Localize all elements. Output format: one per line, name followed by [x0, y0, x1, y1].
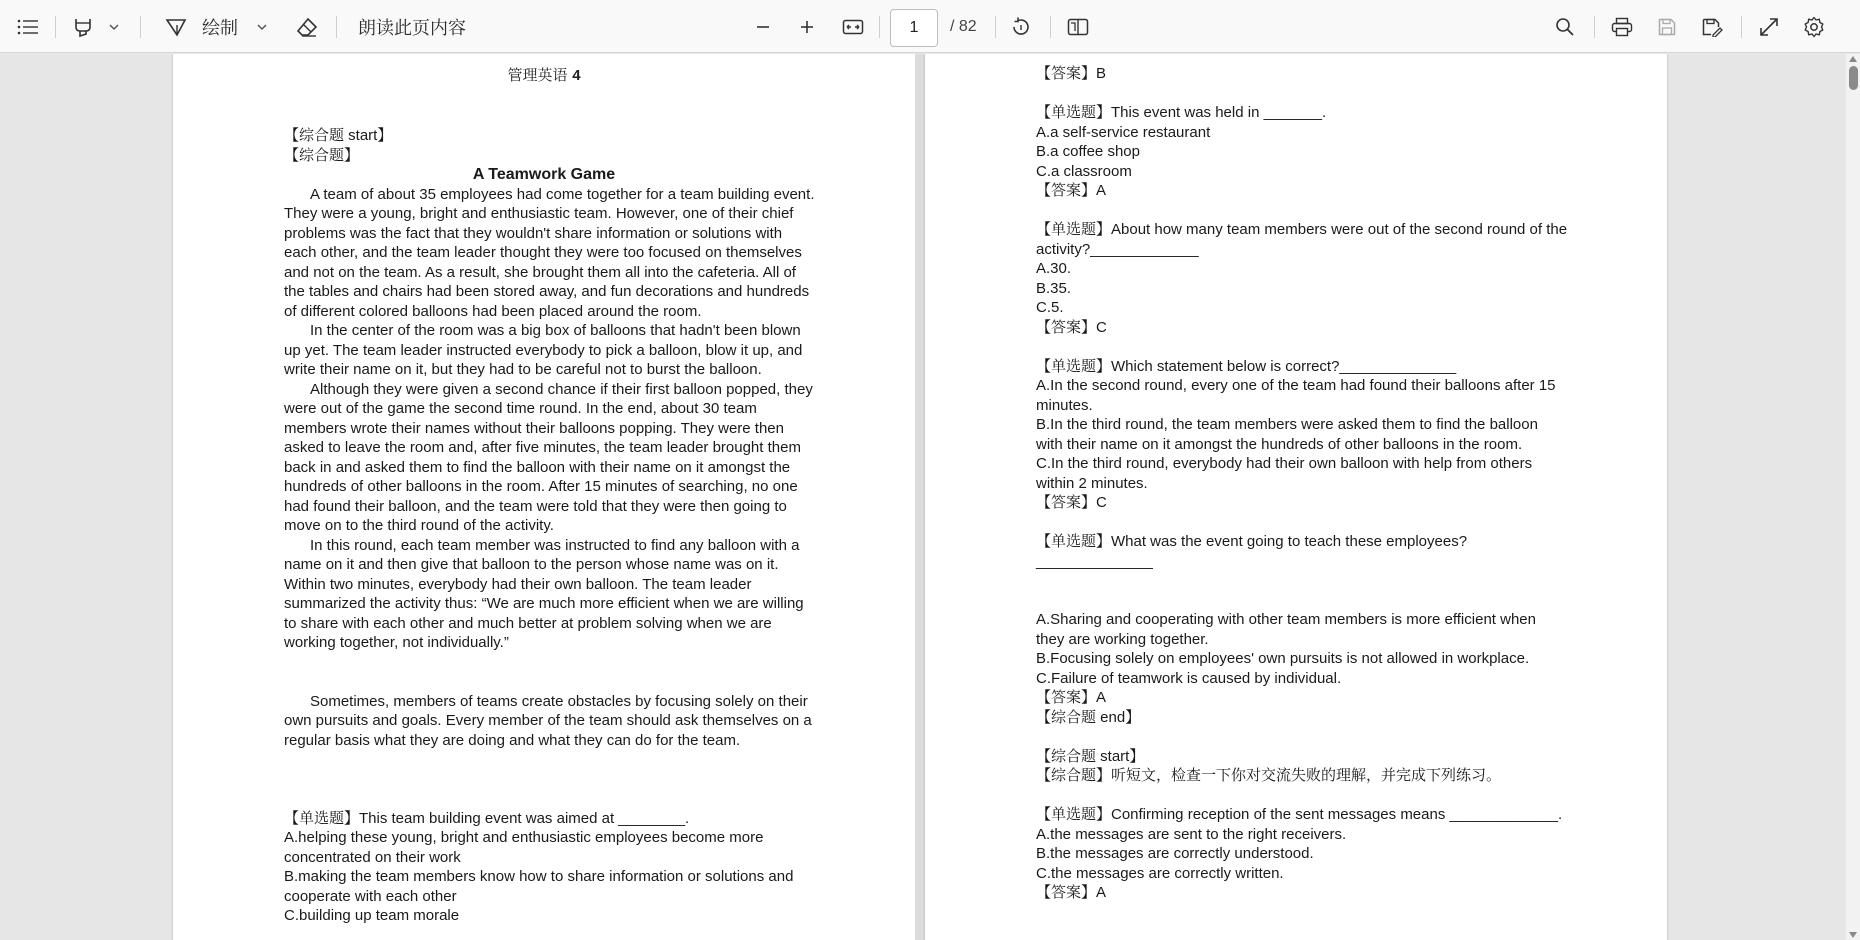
text-line: each other, and the team leader thought they were too focused on themselves — [284, 244, 802, 261]
text-line: A.the messages are sent to the right receivers. — [1036, 825, 1347, 843]
text-line: 【综合题】 — [284, 146, 360, 164]
text-line: had found their balloon, and the team were told that they were then going to — [284, 497, 787, 515]
pdf-toolbar — [0, 0, 1860, 53]
text-line: C.5. — [1036, 299, 1064, 316]
text-line: 【答案】A — [1036, 182, 1107, 199]
text-line: 【单选题】What was the event going to teach these employees? — [1036, 533, 1468, 550]
save-as-icon[interactable] — [1695, 10, 1729, 44]
page-text-left — [284, 126, 815, 926]
text-line: 【答案】A — [1036, 884, 1107, 901]
text-line: 【答案】B — [1036, 65, 1107, 82]
page-divider — [915, 54, 925, 940]
text-line: C.Failure of teamwork is caused by individual. — [1036, 669, 1342, 687]
page-number-input[interactable]: 1 — [890, 9, 938, 47]
blank-line — [1036, 513, 1566, 533]
text-line: minutes. — [1036, 396, 1093, 414]
text-line: were out of the game the second time round. In the end, about 30 team — [284, 400, 757, 417]
text-line: 【综合题 end】 — [1036, 708, 1141, 726]
scroll-thumb[interactable] — [1849, 66, 1858, 90]
text-line: and not on the team. As a result, she brought them all into the cafeteria. All of — [284, 263, 796, 281]
scroll-up-arrow-icon[interactable] — [1849, 56, 1857, 62]
text-line: C.building up team morale — [284, 907, 460, 924]
text-line: move on to the third round of the activity. — [284, 517, 554, 534]
text-line: working together, not individually.” — [284, 634, 509, 651]
highlight-icon[interactable] — [66, 10, 100, 44]
toolbar-separator — [1050, 16, 1051, 38]
text-line: 【答案】C — [1036, 494, 1107, 511]
text-line: with their name on it amongst the hundreds of other balloons in the room. — [1036, 435, 1523, 453]
text-line: A.30. — [1036, 260, 1072, 277]
page-total: / 82 — [950, 18, 977, 35]
text-line: 【单选题】Confirming reception of the sent messages means _____________. — [1036, 806, 1563, 823]
text-line: B.In the third round, the team members were asked them to find the balloon — [1036, 416, 1538, 433]
text-line: problems was the fact that they wouldn't share information or solutions with — [284, 224, 783, 242]
search-icon[interactable] — [1548, 10, 1582, 44]
fullscreen-icon[interactable] — [1752, 10, 1786, 44]
page-header: 管理英语 4 — [507, 66, 581, 84]
text-line: activity?_____________ — [1036, 240, 1199, 258]
settings-gear-icon[interactable] — [1797, 10, 1831, 44]
text-line: A.In the second round, every one of the team had found their balloons after 15 — [1036, 377, 1556, 394]
text-line: 【答案】A — [1036, 689, 1107, 706]
draw-button[interactable]: 绘制 — [202, 18, 238, 38]
page-view-icon[interactable] — [1060, 10, 1096, 44]
text-line: 【答案】C — [1036, 318, 1107, 336]
toolbar-separator — [879, 16, 880, 38]
text-line: 【单选题】About how many team members were out of the second round of the — [1036, 221, 1568, 238]
text-line: regular basis what they are doing and what they can do for the team. — [284, 731, 741, 749]
text-line: asked to leave the room and, after five minutes, the team leader brought them — [284, 439, 801, 456]
blank-line — [284, 653, 804, 692]
toolbar-separator — [1594, 16, 1595, 38]
text-line: A.helping these young, bright and enthusiastic employees become more — [284, 829, 764, 846]
text-line: the tables and chairs had been stored away, and fun decorations and hundreds — [284, 283, 810, 300]
text-line: Although they were given a second chance if their first balloon popped, they — [310, 380, 813, 398]
text-line: A Teamwork Game — [472, 166, 616, 183]
zoom-out-icon[interactable] — [747, 10, 779, 44]
toolbar-separator — [995, 16, 996, 38]
draw-icon[interactable] — [158, 10, 194, 44]
pdf-page-right — [925, 54, 1667, 940]
toolbar-separator — [1741, 16, 1742, 38]
pdf-page-left — [173, 54, 915, 940]
highlight-chevron-down-icon[interactable] — [102, 10, 126, 44]
blank-line — [1036, 201, 1566, 221]
text-line: In this round, each team member was instructed to find any balloon with a — [310, 536, 800, 554]
toolbar-separator — [336, 16, 337, 38]
blank-line — [1036, 337, 1566, 357]
blank-line — [1036, 84, 1566, 104]
text-line: concentrated on their work — [284, 848, 461, 866]
eraser-icon[interactable] — [290, 10, 324, 44]
text-line: They were a young, bright and enthusiastic team. However, one of their chief — [284, 205, 794, 222]
text-line: A team of about 35 employees had come together for a team building event. — [310, 185, 815, 203]
text-line: 【综合题 start】 — [284, 127, 393, 144]
rotate-icon[interactable] — [1004, 10, 1038, 44]
text-line: name on it and then give that balloon to the person whose name was on it. — [284, 556, 779, 573]
text-line: Sometimes, members of teams create obstacles by focusing solely on their — [310, 692, 808, 710]
blank-line — [1036, 786, 1566, 806]
blank-line — [284, 750, 804, 789]
text-line: C.In the third round, everybody had their own balloon with help from others — [1036, 455, 1533, 472]
text-line: write their name on it, but they had to be careful not to burst the balloon. — [284, 361, 762, 378]
zoom-in-icon[interactable] — [791, 10, 823, 44]
blank-line — [1036, 727, 1566, 747]
text-line: to share with each other and much better at problem solving when we are — [284, 614, 772, 632]
text-line: hundreds of other balloons in the room. After 15 minutes of searching, no one — [284, 478, 798, 495]
read-aloud-button[interactable]: 朗读此页内容 — [358, 18, 466, 38]
text-line: 【单选题】This event was held in _______. — [1036, 104, 1327, 121]
text-line: A.Sharing and cooperating with other team members is more efficient when — [1036, 611, 1536, 628]
draw-chevron-down-icon[interactable] — [250, 10, 274, 44]
scroll-down-arrow-icon[interactable] — [1849, 932, 1857, 938]
text-line: members wrote their names without their balloons popping. They were then — [284, 419, 784, 437]
text-line: B.35. — [1036, 279, 1072, 297]
vertical-scrollbar[interactable] — [1846, 54, 1860, 940]
text-line: within 2 minutes. — [1036, 474, 1148, 492]
print-icon[interactable] — [1605, 10, 1639, 44]
text-line: cooperate with each other — [284, 887, 457, 905]
text-line: 【单选题】Which statement below is correct?______________ — [1036, 357, 1457, 375]
text-line: ______________ — [1036, 552, 1153, 570]
toolbar-separator — [140, 16, 141, 38]
toolbar-separator — [55, 16, 56, 38]
text-line: B.the messages are correctly understood. — [1036, 845, 1314, 862]
text-line: own pursuits and goals. Every member of the team should ask themselves on a — [284, 712, 812, 729]
document-viewer[interactable] — [0, 54, 1860, 940]
fit-width-icon[interactable] — [836, 10, 870, 44]
text-line: 【单选题】This team building event was aimed at ________. — [284, 809, 690, 827]
text-line: C.a classroom — [1036, 162, 1132, 180]
contents-icon[interactable] — [12, 10, 44, 44]
text-line: A.a self-service restaurant — [1036, 123, 1211, 141]
text-line: B.a coffee shop — [1036, 143, 1140, 160]
blank-line — [284, 789, 804, 809]
text-line: summarized the activity thus: “We are much more efficient when we are willing — [284, 595, 804, 612]
text-line: C.the messages are correctly written. — [1036, 864, 1284, 882]
text-line: up yet. The team leader instructed everybody to pick a balloon, blow it up, and — [284, 341, 803, 359]
blank-line — [1036, 571, 1566, 610]
save-icon[interactable] — [1650, 10, 1684, 44]
text-line: In the center of the room was a big box of balloons that hadn't been blown — [310, 322, 801, 339]
text-line: 【综合题】听短文，检查一下你对交流失败的理解，并完成下列练习。 — [1036, 766, 1502, 784]
text-line: they are working together. — [1036, 630, 1209, 648]
text-line: 【综合题 start】 — [1036, 747, 1145, 765]
page-text-right — [1036, 64, 1566, 903]
text-line: B.making the team members know how to share information or solutions and — [284, 868, 794, 885]
text-line: Within two minutes, everybody had their own balloon. The team leader — [284, 575, 752, 593]
text-line: B.Focusing solely on employees' own pursuits is not allowed in workplace. — [1036, 650, 1530, 667]
text-line: back in and asked them to find the balloon with their name on it amongst the — [284, 458, 791, 476]
text-line: of different colored balloons had been placed around the room. — [284, 302, 702, 320]
